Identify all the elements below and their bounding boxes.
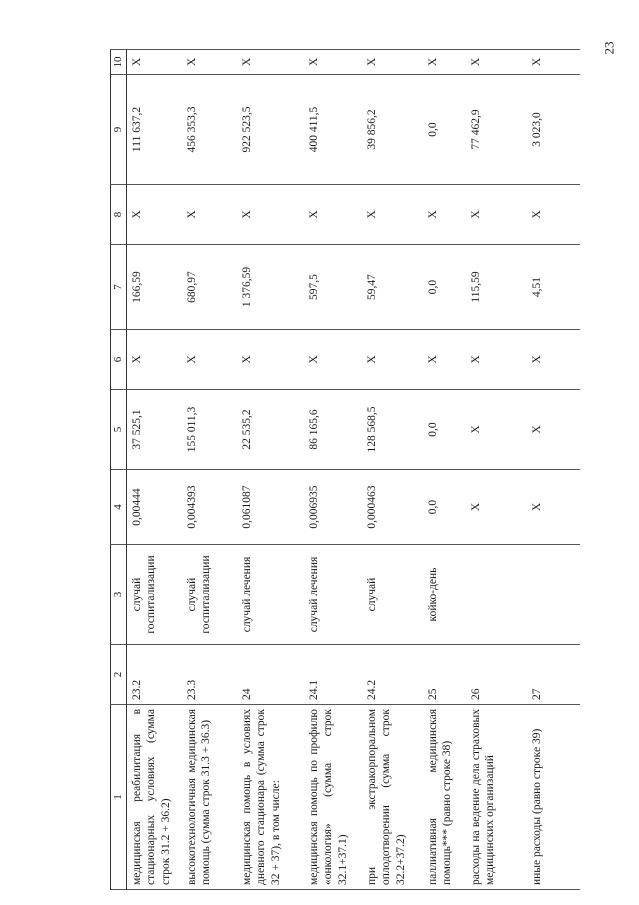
value-cell-4: 0,00444 — [127, 470, 183, 545]
unit-cell: койко-день — [423, 545, 466, 645]
value-cell-9: 3 023,0 — [527, 75, 580, 185]
value-cell-8: X — [304, 185, 362, 245]
value-cell-5: 0,0 — [423, 390, 466, 470]
value-cell-6: X — [362, 330, 423, 390]
value-cell-5: 22 535,2 — [237, 390, 304, 470]
value-cell-5: X — [527, 390, 580, 470]
row-number-cell: 23.2 — [127, 645, 183, 705]
value-cell-4: 0,004393 — [182, 470, 237, 545]
value-cell-5: 128 568,5 — [362, 390, 423, 470]
row-name-cell: иные расходы (равно строке 39) — [527, 705, 580, 890]
value-cell-5: 155 011,3 — [182, 390, 237, 470]
header-row — [111, 50, 127, 890]
value-cell-9: 456 353,3 — [182, 75, 237, 185]
table-row — [423, 50, 466, 890]
header-cell-6: 6 — [111, 330, 127, 390]
data-table — [110, 49, 580, 890]
rotated-table-wrapper — [110, 50, 590, 890]
value-cell-4: X — [466, 470, 527, 545]
table-row — [527, 50, 580, 890]
table-row — [362, 50, 423, 890]
value-cell-10: X — [127, 50, 183, 75]
row-name-cell: медицинская помощь в условиях дневного стационара (сумма строк 32 + 37), в том числе: — [237, 705, 304, 890]
header-cell-2: 2 — [111, 645, 127, 705]
value-cell-10: X — [466, 50, 527, 75]
value-cell-7: 680,97 — [182, 245, 237, 330]
value-cell-6: X — [423, 330, 466, 390]
unit-cell — [466, 545, 527, 645]
value-cell-6: X — [237, 330, 304, 390]
table-row — [127, 50, 183, 890]
value-cell-10: X — [527, 50, 580, 75]
table-row — [182, 50, 237, 890]
value-cell-4: X — [527, 470, 580, 545]
value-cell-7: 166,59 — [127, 245, 183, 330]
value-cell-9: 77 462,9 — [466, 75, 527, 185]
row-name-cell: медицинская помощь по профилю «онкология» (сумма строк 32.1+37.1) — [304, 705, 362, 890]
row-number-cell: 23.3 — [182, 645, 237, 705]
header-cell-5: 5 — [111, 390, 127, 470]
value-cell-8: X — [423, 185, 466, 245]
row-number-cell: 27 — [527, 645, 580, 705]
value-cell-9: 111 637,2 — [127, 75, 183, 185]
table-row — [304, 50, 362, 890]
row-number-cell: 24 — [237, 645, 304, 705]
value-cell-8: X — [127, 185, 183, 245]
value-cell-8: X — [237, 185, 304, 245]
value-cell-4: 0,006935 — [304, 470, 362, 545]
value-cell-9: 400 411,5 — [304, 75, 362, 185]
row-number-cell: 26 — [466, 645, 527, 705]
value-cell-7: 1 376,59 — [237, 245, 304, 330]
table-row — [237, 50, 304, 890]
value-cell-6: X — [304, 330, 362, 390]
value-cell-9: 39 856,2 — [362, 75, 423, 185]
value-cell-5: 86 165,6 — [304, 390, 362, 470]
header-cell-8: 8 — [111, 185, 127, 245]
unit-cell: случай лечения — [237, 545, 304, 645]
row-number-cell: 25 — [423, 645, 466, 705]
value-cell-9: 0,0 — [423, 75, 466, 185]
page-number: 23 — [601, 41, 617, 55]
value-cell-4: 0,000463 — [362, 470, 423, 545]
unit-cell: случай лечения — [304, 545, 362, 645]
value-cell-7: 597,5 — [304, 245, 362, 330]
row-name-cell: высокотехнологичная медицинская помощь (сумма строк 31.3 + 36.3) — [182, 705, 237, 890]
value-cell-9: 922 523,5 — [237, 75, 304, 185]
value-cell-8: X — [527, 185, 580, 245]
table-row — [466, 50, 527, 890]
value-cell-8: X — [182, 185, 237, 245]
row-name-cell: расходы на ведение дела страховых медицинских организаций — [466, 705, 527, 890]
unit-cell: случай — [362, 545, 423, 645]
value-cell-6: X — [527, 330, 580, 390]
value-cell-7: 115,59 — [466, 245, 527, 330]
value-cell-8: X — [362, 185, 423, 245]
value-cell-10: X — [362, 50, 423, 75]
value-cell-5: 37 525,1 — [127, 390, 183, 470]
row-number-cell: 24.2 — [362, 645, 423, 705]
value-cell-7: 4,51 — [527, 245, 580, 330]
header-cell-7: 7 — [111, 245, 127, 330]
row-name-cell: при экстракорпоральном оплодотворении (сумма строк 32.2+37.2) — [362, 705, 423, 890]
value-cell-7: 59,47 — [362, 245, 423, 330]
unit-cell: случай госпитализации — [127, 545, 183, 645]
value-cell-8: X — [466, 185, 527, 245]
row-number-cell: 24.1 — [304, 645, 362, 705]
row-name-cell: медицинская реабилитация в стационарных условиях (сумма строк 31.2 + 36.2) — [127, 705, 183, 890]
header-cell-9: 9 — [111, 75, 127, 185]
value-cell-10: X — [304, 50, 362, 75]
value-cell-7: 0,0 — [423, 245, 466, 330]
header-cell-10: 10 — [111, 50, 127, 75]
unit-cell — [527, 545, 580, 645]
value-cell-4: 0,0 — [423, 470, 466, 545]
value-cell-10: X — [423, 50, 466, 75]
header-cell-4: 4 — [111, 470, 127, 545]
value-cell-10: X — [237, 50, 304, 75]
value-cell-6: X — [127, 330, 183, 390]
value-cell-10: X — [182, 50, 237, 75]
unit-cell: случай госпитализации — [182, 545, 237, 645]
row-name-cell: паллиативная медицинская помощь*** (равно строке 38) — [423, 705, 466, 890]
header-cell-1: 1 — [111, 705, 127, 890]
value-cell-4: 0,061087 — [237, 470, 304, 545]
header-cell-3: 3 — [111, 545, 127, 645]
value-cell-6: X — [466, 330, 527, 390]
value-cell-5: X — [466, 390, 527, 470]
value-cell-6: X — [182, 330, 237, 390]
